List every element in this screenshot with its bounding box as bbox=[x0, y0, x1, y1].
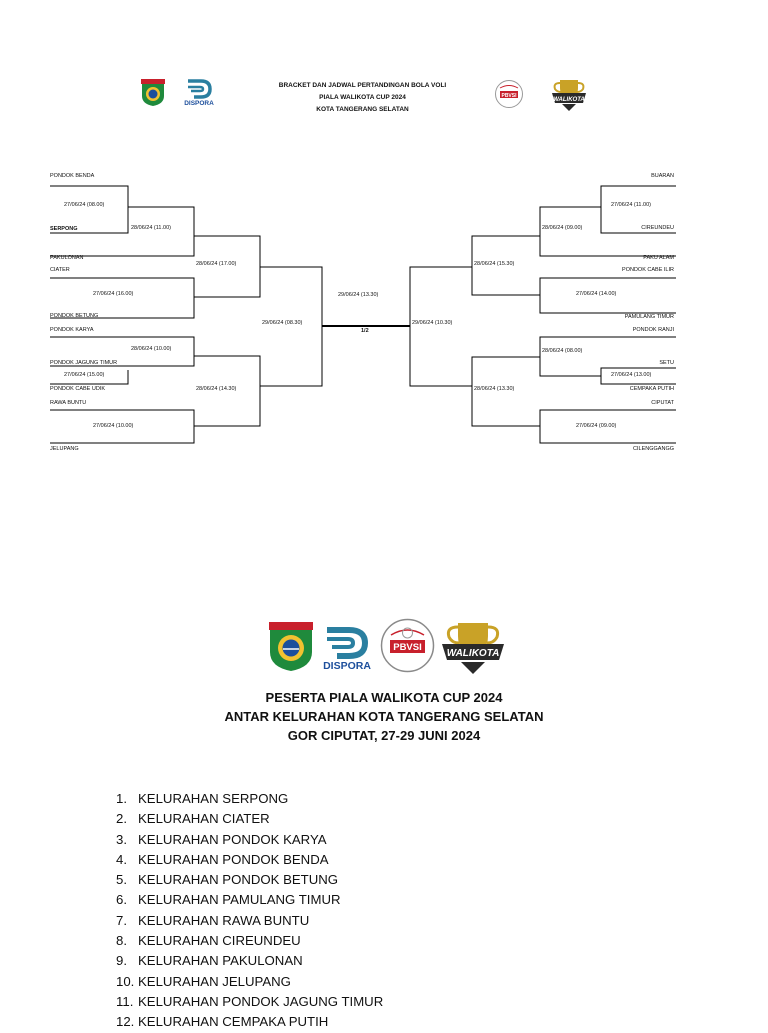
match-time-right-r2b: 28/06/24 (08.00) bbox=[542, 348, 583, 354]
list-item-number: 3. bbox=[116, 831, 127, 847]
list-item bbox=[116, 830, 383, 850]
match-time-left-r2b: 28/06/24 (10.00) bbox=[131, 346, 172, 352]
list-item-name: KELURAHAN PONDOK JAGUNG TIMUR bbox=[138, 993, 384, 1009]
team-pakulonan: PAKULONAN bbox=[50, 255, 84, 261]
match-time-right-sf: 29/06/24 (10.30) bbox=[412, 320, 453, 326]
team-cilenggang: CILENGGANGG bbox=[633, 446, 674, 452]
list-item bbox=[116, 972, 383, 992]
match-time-left-r3a: 28/06/24 (17.00) bbox=[196, 261, 237, 267]
bracket-left-r1b bbox=[50, 278, 194, 318]
peserta-list bbox=[116, 789, 383, 1033]
team-serpong: SERPONG bbox=[50, 226, 78, 232]
pbvsi-logo-large bbox=[380, 618, 435, 673]
walikota-cup-logo-large bbox=[438, 620, 508, 676]
list-item-number: 4. bbox=[116, 851, 127, 867]
list-item-name: KELURAHAN CIATER bbox=[138, 811, 270, 827]
match-time-right-r1b: 27/06/24 (14.00) bbox=[576, 291, 617, 297]
bracket-right-r2b bbox=[540, 337, 676, 376]
list-item-number: 6. bbox=[116, 892, 127, 908]
list-item bbox=[116, 992, 383, 1012]
list-item bbox=[116, 911, 383, 931]
list-item-name: KELURAHAN PAKULONAN bbox=[138, 953, 303, 969]
list-item bbox=[116, 1012, 383, 1032]
list-item-number: 5. bbox=[116, 872, 127, 888]
list-item-name: KELURAHAN CEMPAKA PUTIH bbox=[138, 1014, 329, 1030]
team-rawa-buntu: RAWA BUNTU bbox=[50, 400, 87, 406]
svg-text:WALIKOTA: WALIKOTA bbox=[553, 97, 585, 103]
match-time-left-r1d: 27/06/24 (10.00) bbox=[93, 423, 134, 429]
svg-text:DISPORA: DISPORA bbox=[184, 100, 214, 107]
peserta-title bbox=[150, 688, 618, 745]
peserta-title-line-3: GOR CIPUTAT, 27-29 JUNI 2024 bbox=[287, 728, 481, 743]
list-item-name: KELURAHAN CIREUNDEU bbox=[138, 933, 301, 949]
bracket-right-sf bbox=[410, 267, 472, 386]
list-item bbox=[116, 931, 383, 951]
list-item-name: KELURAHAN PONDOK BETUNG bbox=[138, 872, 339, 888]
bracket-left-sf bbox=[260, 267, 322, 386]
list-item-number: 10. bbox=[116, 973, 135, 989]
team-pondok-cabe-udik: PONDOK CABE UDIK bbox=[50, 386, 106, 392]
bracket-title-line-2: PIALA WALIKOTA CUP 2024 bbox=[319, 94, 406, 101]
list-item-number: 1. bbox=[116, 791, 127, 806]
list-item-number: 7. bbox=[116, 912, 127, 928]
match-time-right-r2a: 28/06/24 (09.00) bbox=[542, 225, 583, 231]
tangsel-emblem-logo-large bbox=[266, 622, 316, 672]
match-time-left-sf: 29/06/24 (08.30) bbox=[262, 320, 303, 326]
match-time-left-r1a: 27/06/24 (08.00) bbox=[64, 202, 105, 208]
team-pondok-ranji: PONDOK RANJI bbox=[632, 327, 674, 333]
svg-text:DISPORA: DISPORA bbox=[323, 660, 371, 672]
list-item-name: KELURAHAN RAWA BUNTU bbox=[138, 912, 310, 928]
bracket-right-r2a bbox=[540, 207, 676, 256]
match-time-left-r1c: 27/06/24 (15.00) bbox=[64, 372, 105, 378]
team-cempaka-putih: CEMPAKA PUTIH bbox=[629, 386, 674, 392]
list-item-number: 11. bbox=[116, 993, 134, 1009]
list-item bbox=[116, 890, 383, 910]
team-ciater: CIATER bbox=[50, 267, 70, 273]
svg-text:WALIKOTA: WALIKOTA bbox=[446, 648, 500, 659]
team-ciputat: CIPUTAT bbox=[651, 400, 674, 406]
list-item-number: 12. bbox=[116, 1014, 135, 1030]
list-item-number: 8. bbox=[116, 933, 127, 949]
match-time-right-r3a: 28/06/24 (15.30) bbox=[474, 261, 515, 267]
list-item-number: 2. bbox=[116, 811, 127, 827]
svg-text:PBVSI: PBVSI bbox=[501, 92, 517, 99]
match-time-left-r1b: 27/06/24 (16.00) bbox=[93, 291, 134, 297]
team-pondok-jagung-timur: PONDOK JAGUNG TIMUR bbox=[50, 360, 118, 366]
list-item-name: KELURAHAN SERPONG bbox=[138, 791, 289, 806]
match-time-right-r1d: 27/06/24 (09.00) bbox=[576, 423, 617, 429]
match-time-left-r2a: 28/06/24 (11.00) bbox=[131, 225, 171, 231]
list-item-number: 9. bbox=[116, 953, 127, 969]
team-pondok-betung: PONDOK BETUNG bbox=[50, 313, 99, 319]
team-pondok-benda: PONDOK BENDA bbox=[50, 173, 95, 179]
list-item bbox=[116, 850, 383, 870]
list-item bbox=[116, 809, 383, 829]
team-pondok-cabe-ilir: PONDOK CABE ILIR bbox=[622, 267, 674, 273]
team-cireundeu: CIREUNDEU bbox=[641, 225, 674, 231]
list-item-name: KELURAHAN PONDOK KARYA bbox=[138, 831, 327, 847]
team-pondok-karya: PONDOK KARYA bbox=[50, 327, 94, 333]
team-jelupang: JELUPANG bbox=[50, 446, 79, 452]
bracket-title-line-1: BRACKET DAN JADWAL PERTANDINGAN BOLA VOLI bbox=[278, 82, 447, 89]
team-pamulang-timur: PAMULANG TIMUR bbox=[624, 314, 674, 320]
list-item bbox=[116, 870, 383, 890]
list-item-name: KELURAHAN PAMULANG TIMUR bbox=[138, 892, 341, 908]
peserta-title-line-2: ANTAR KELURAHAN KOTA TANGERANG SELATAN bbox=[224, 709, 544, 724]
final-label: 1/2 bbox=[361, 328, 369, 334]
team-buaran: BUARAN bbox=[651, 173, 674, 179]
list-item bbox=[116, 951, 383, 971]
list-item-name: KELURAHAN JELUPANG bbox=[138, 973, 291, 989]
list-item-name: KELURAHAN PONDOK BENDA bbox=[138, 851, 329, 867]
match-time-left-r3b: 28/06/24 (14.30) bbox=[196, 386, 237, 392]
svg-text:PBVSI: PBVSI bbox=[393, 642, 422, 653]
match-time-right-r3b: 28/06/24 (13.30) bbox=[474, 386, 515, 392]
match-time-right-r1a: 27/06/24 (11.00) bbox=[611, 202, 651, 208]
team-paku-alam: PAKU ALAM bbox=[643, 255, 674, 261]
dispora-logo-large bbox=[319, 626, 375, 672]
bracket-title-line-3: KOTA TANGERANG SELATAN bbox=[316, 106, 409, 113]
team-setu: SETU bbox=[659, 360, 674, 366]
match-time-final: 29/06/24 (13.30) bbox=[338, 292, 379, 298]
peserta-title-line-1: PESERTA PIALA WALIKOTA CUP 2024 bbox=[265, 690, 503, 705]
match-time-right-r1c: 27/06/24 (13.00) bbox=[611, 372, 652, 378]
list-item bbox=[116, 789, 383, 809]
